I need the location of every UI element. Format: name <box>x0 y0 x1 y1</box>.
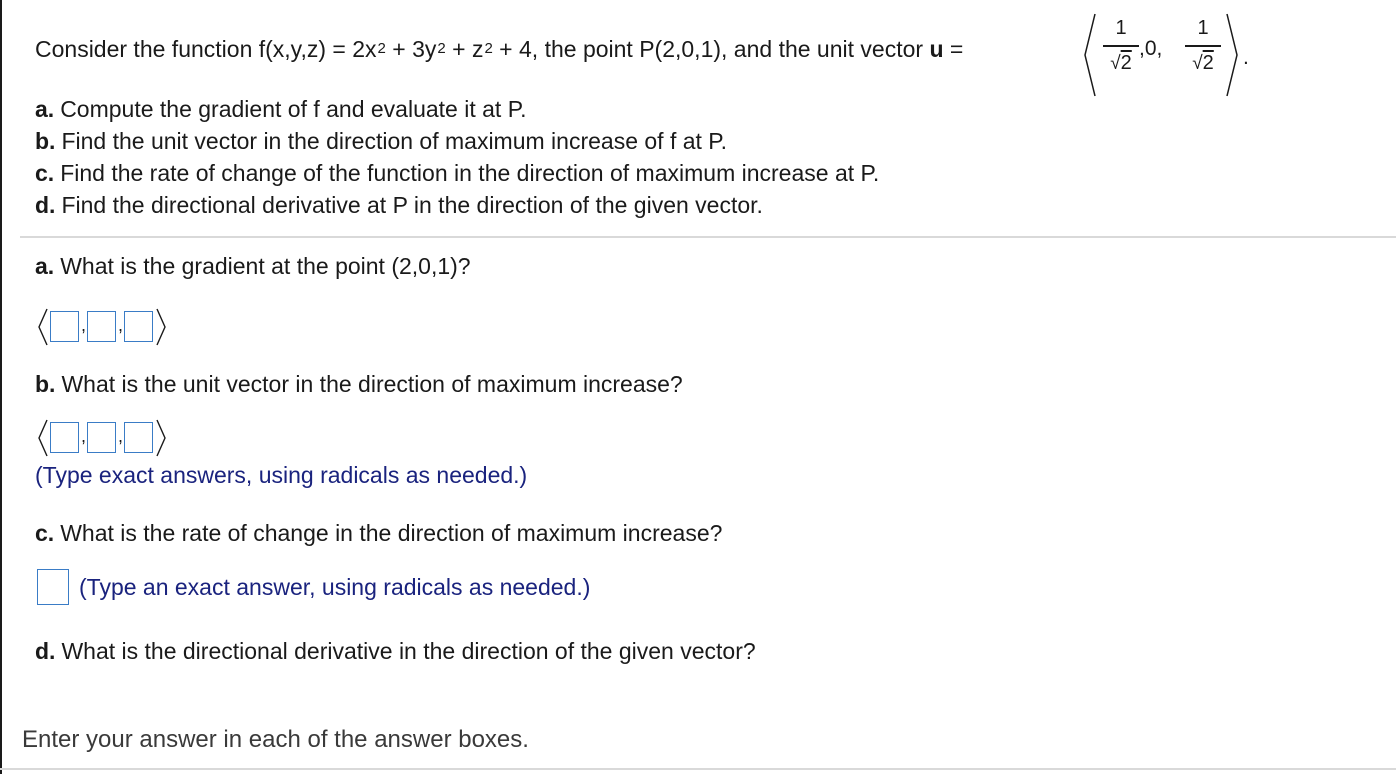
equals-sign: = <box>943 36 964 62</box>
fraction-1-denominator: √2 <box>1110 51 1132 74</box>
exponent-1: 2 <box>377 40 386 57</box>
left-angle-bracket-icon <box>37 308 49 346</box>
fraction-1 <box>1103 14 1139 77</box>
bottom-divider <box>0 768 1396 770</box>
comma-1: , <box>81 426 87 446</box>
fraction-2-numerator: 1 <box>1197 17 1209 39</box>
unit-vector-answer <box>37 418 177 458</box>
unit-vector-hint: (Type exact answers, using radicals as needed.) <box>35 462 528 488</box>
section-divider <box>20 236 1396 238</box>
intro-prefix: Consider the function f(x,y,z) = 2x <box>35 36 377 62</box>
part-c: c. Find the rate of change of the function in the direction of maximum increase at P. <box>35 160 880 186</box>
unit-vector-x-input[interactable] <box>50 422 79 453</box>
comma-2: , <box>118 426 124 446</box>
unit-vector-y-input[interactable] <box>87 422 116 453</box>
comma-1: , <box>81 315 87 335</box>
vector-period: . <box>1243 46 1249 69</box>
rate-of-change-input[interactable] <box>37 569 69 605</box>
right-angle-bracket-icon <box>1225 12 1239 98</box>
vector-middle: ,0, <box>1139 37 1163 60</box>
exponent-3: 2 <box>484 40 493 57</box>
term-3: + z <box>445 36 484 62</box>
problem-intro <box>35 36 963 63</box>
term-2: + 3y <box>385 36 437 62</box>
radical-icon: √ <box>1192 52 1203 74</box>
right-angle-bracket-icon <box>155 419 167 457</box>
gradient-y-input[interactable] <box>87 311 116 342</box>
footer-instructions: Enter your answer in each of the answer boxes. <box>22 726 529 753</box>
part-a: a. Compute the gradient of f and evaluate it at P. <box>35 96 527 122</box>
fraction-1-numerator: 1 <box>1115 17 1127 39</box>
question-a: a. What is the gradient at the point (2,0,1)? <box>35 253 471 279</box>
question-b: b. What is the unit vector in the direction of maximum increase? <box>35 371 683 397</box>
left-angle-bracket-icon <box>37 419 49 457</box>
fraction-2 <box>1185 14 1221 77</box>
part-b: b. Find the unit vector in the direction of maximum increase of f at P. <box>35 128 728 154</box>
gradient-answer <box>37 307 177 347</box>
part-d: d. Find the directional derivative at P in the direction of the given vector. <box>35 192 763 218</box>
unit-vector-z-input[interactable] <box>124 422 153 453</box>
u-label: u <box>929 36 944 62</box>
question-c: c. What is the rate of change in the direction of maximum increase? <box>35 520 723 546</box>
exponent-2: 2 <box>437 40 446 57</box>
gradient-x-input[interactable] <box>50 311 79 342</box>
fraction-2-bar <box>1185 45 1221 47</box>
fraction-2-denominator: √2 <box>1192 51 1214 74</box>
left-border <box>0 0 2 774</box>
comma-2: , <box>118 315 124 335</box>
right-angle-bracket-icon <box>155 308 167 346</box>
left-angle-bracket-icon <box>1083 12 1097 98</box>
rate-of-change-hint: (Type an exact answer, using radicals as needed.) <box>79 574 591 600</box>
intro-suffix: + 4, the point P(2,0,1), and the unit vector <box>492 36 930 62</box>
fraction-1-bar <box>1103 45 1139 47</box>
question-d: d. What is the directional derivative in the direction of the given vector? <box>35 638 756 664</box>
radical-icon: √ <box>1110 52 1121 74</box>
gradient-z-input[interactable] <box>124 311 153 342</box>
